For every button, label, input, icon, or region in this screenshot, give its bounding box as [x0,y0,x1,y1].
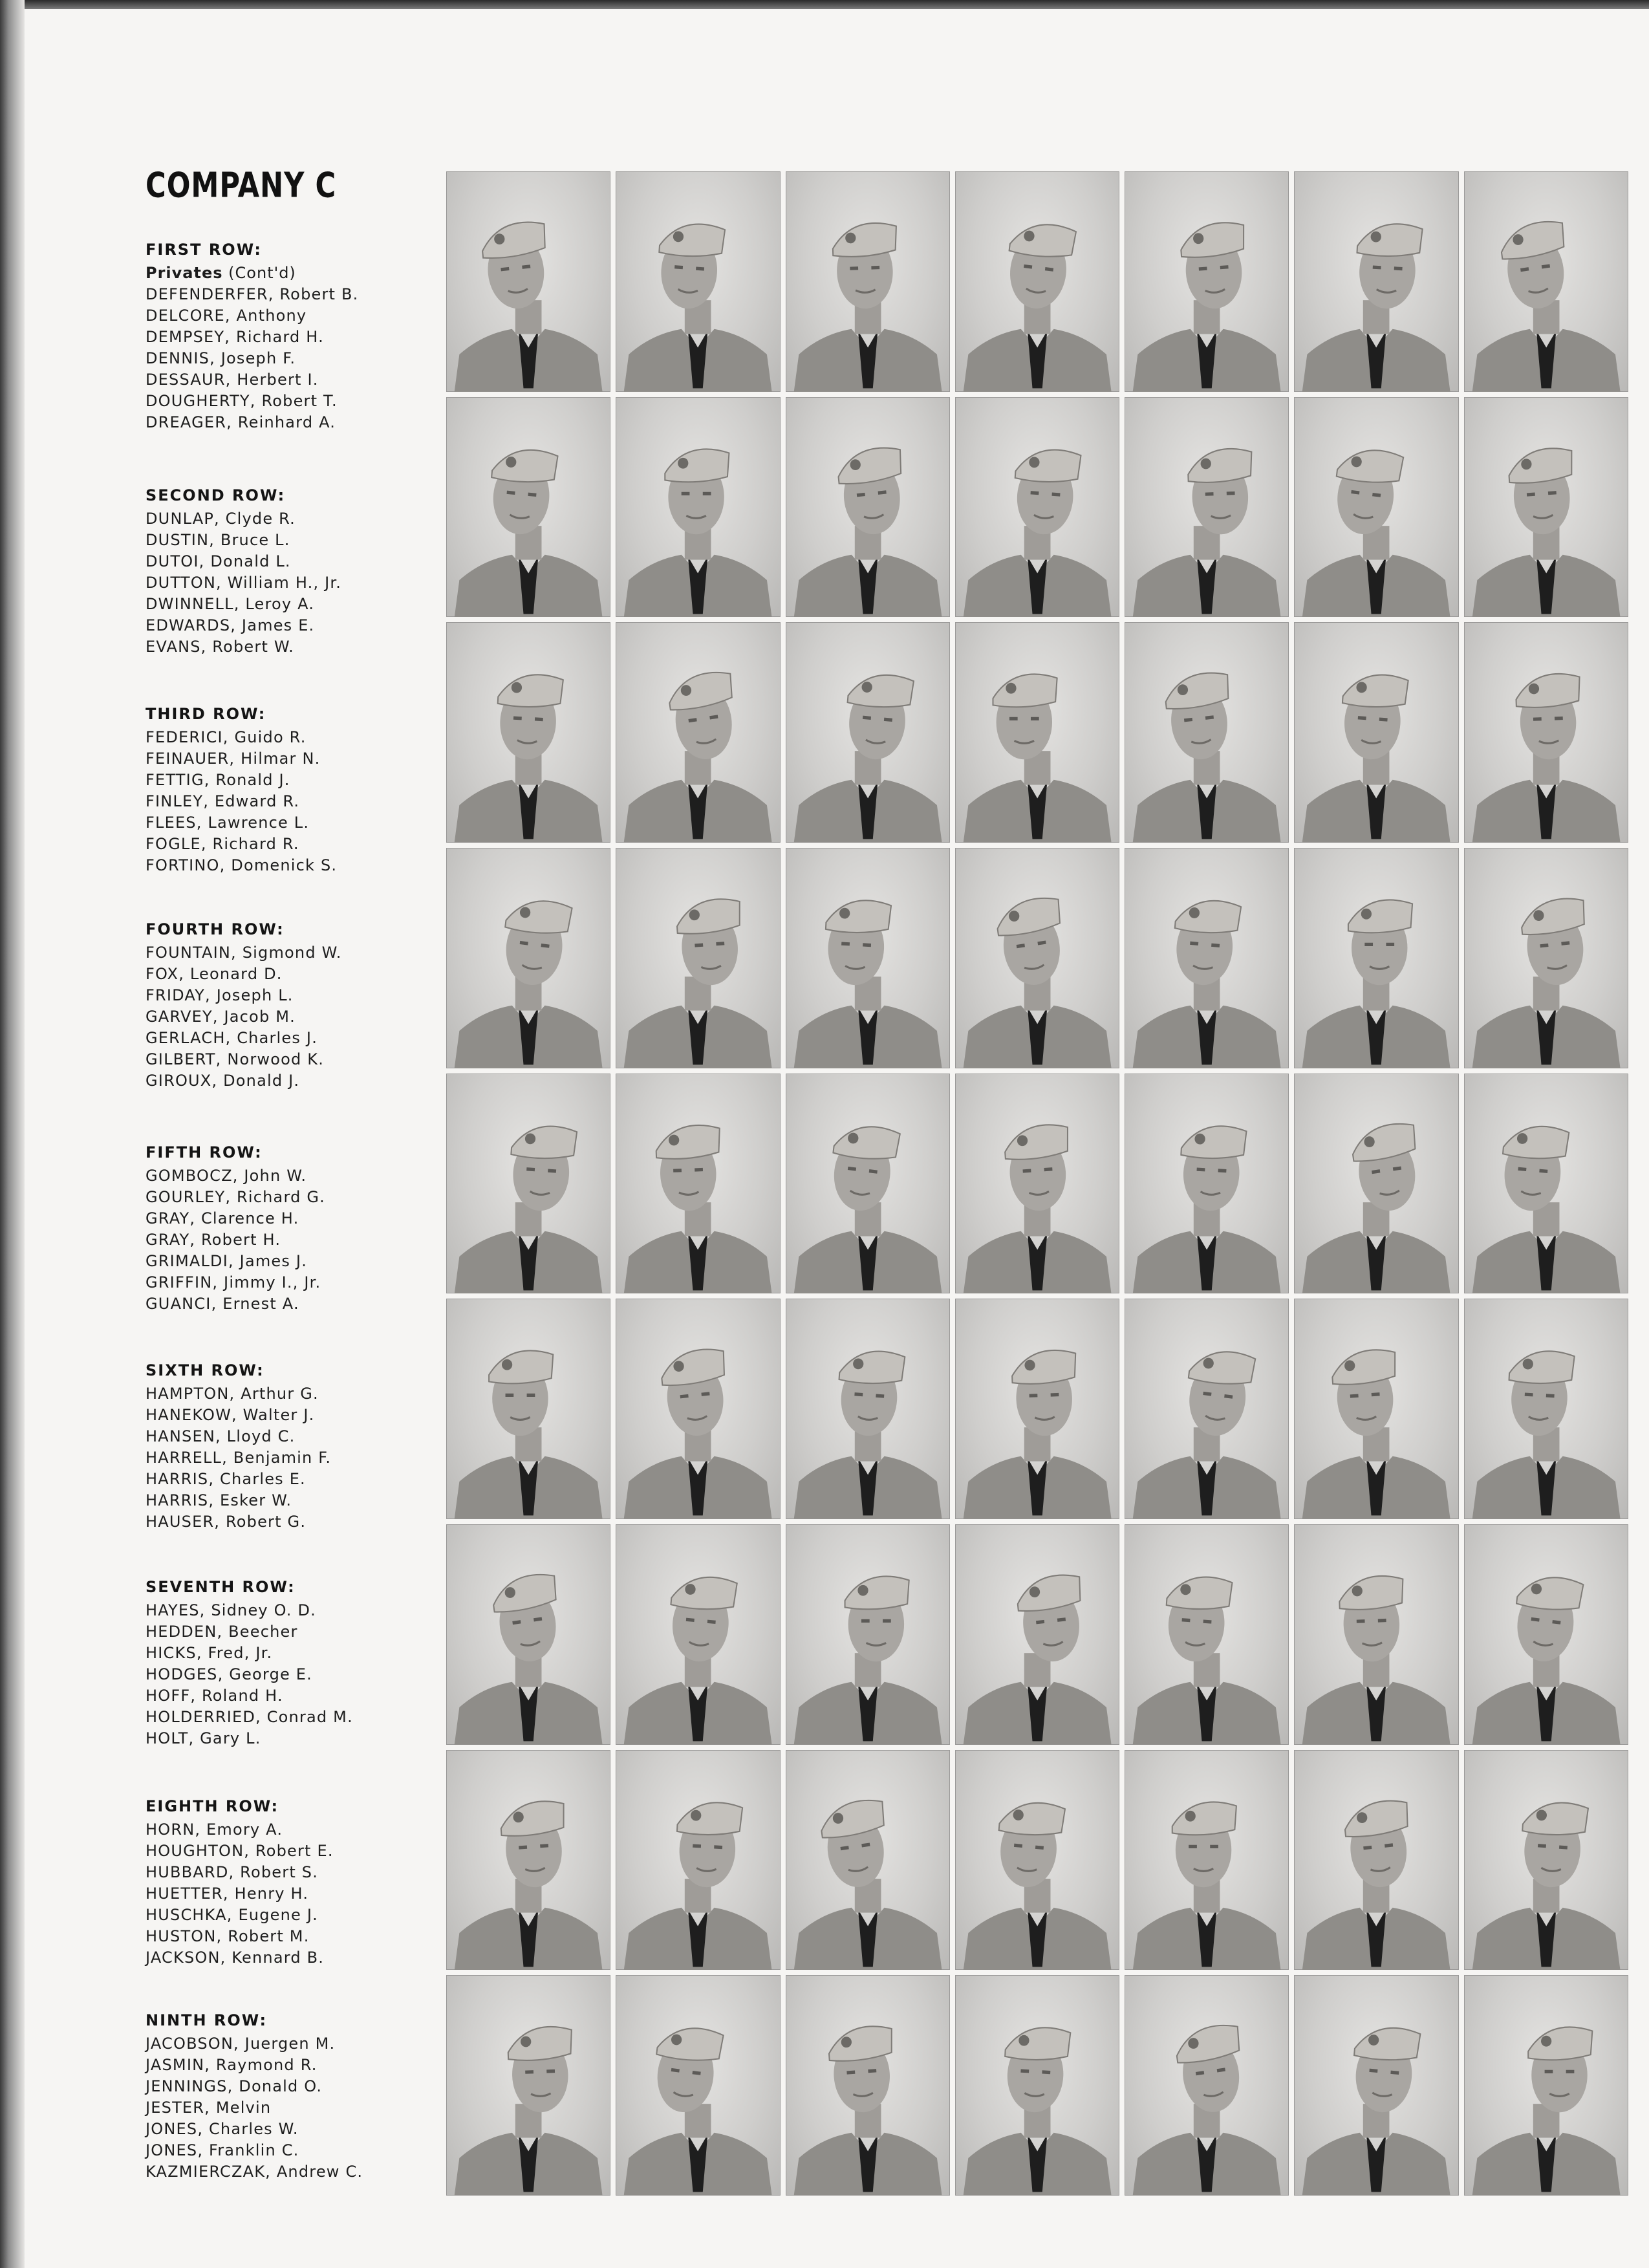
roster-name: HAMPTON, Arthur G. [146,1385,319,1403]
row-heading: SEVENTH ROW: [146,1578,296,1596]
soldier-portrait-icon [786,171,950,392]
portrait-photo [786,848,950,1068]
roster-name: EVANS, Robert W. [146,638,294,656]
roster-name: DELCORE, Anthony [146,307,307,325]
soldier-portrait-icon [1294,1299,1458,1519]
roster-name: JONES, Charles W. [146,2120,299,2138]
soldier-portrait-icon [1125,1750,1289,1971]
roster-name: HUETTER, Henry H. [146,1885,309,1903]
roster-name: DESSAUR, Herbert I. [146,371,319,389]
portrait-photo [1294,1074,1458,1294]
row-heading: FIRST ROW: [146,241,263,259]
soldier-portrait-icon [1464,1750,1628,1971]
portrait-photo [786,622,950,843]
soldier-portrait-icon [616,848,780,1068]
portrait-photo [1464,171,1628,392]
roster-name: JACKSON, Kennard B. [146,1949,325,1967]
roster-row-6 [146,1361,449,1533]
soldier-portrait-icon [446,1750,610,1971]
roster-name: FOUNTAIN, Sigmond W. [146,944,342,962]
soldier-portrait-icon [1464,1299,1628,1519]
roster-name: HEDDEN, Beecher [146,1623,298,1641]
soldier-portrait-icon [955,1299,1119,1519]
portrait-photo [1125,1750,1289,1971]
portrait-photo [616,171,780,392]
portrait-photo [955,848,1119,1068]
roster-name: GILBERT, Norwood K. [146,1050,325,1068]
roster-column [146,0,449,2268]
soldier-portrait-icon [1294,1074,1458,1294]
soldier-portrait-icon [1125,171,1289,392]
portrait-photo [446,1524,610,1745]
soldier-portrait-icon [786,1299,950,1519]
roster-name: FORTINO, Domenick S. [146,856,338,874]
roster-name: DEFENDERFER, Robert B. [146,285,359,303]
portrait-photo [1125,1975,1289,2196]
roster-name: EDWARDS, James E. [146,616,315,634]
soldier-portrait-icon [1464,848,1628,1068]
roster-name: FEINAUER, Hilmar N. [146,750,321,768]
portrait-photo [955,1750,1119,1971]
roster-name: JONES, Franklin C. [146,2141,299,2159]
soldier-portrait-icon [955,171,1119,392]
roster-name: FRIDAY, Joseph L. [146,986,294,1004]
portrait-photo [446,622,610,843]
portrait-photo [955,171,1119,392]
roster-name: GRAY, Robert H. [146,1231,281,1249]
portrait-grid [446,171,1628,2196]
roster-name: DUSTIN, Bruce L. [146,531,290,549]
soldier-portrait-icon [955,848,1119,1068]
portrait-photo [955,1074,1119,1294]
soldier-portrait-icon [616,1074,780,1294]
roster-name: FETTIG, Ronald J. [146,771,290,789]
roster-name: JENNINGS, Donald O. [146,2077,323,2095]
soldier-portrait-icon [786,1074,950,1294]
soldier-portrait-icon [616,171,780,392]
portrait-photo [616,1975,780,2196]
soldier-portrait-icon [446,1299,610,1519]
row-heading: NINTH ROW: [146,2011,268,2029]
portrait-photo [1125,848,1289,1068]
roster-name: GRAY, Clarence H. [146,1209,299,1227]
portrait-photo [1294,1975,1458,2196]
roster-name: HORN, Emory A. [146,1820,283,1839]
soldier-portrait-icon [955,622,1119,843]
portrait-photo [446,848,610,1068]
soldier-portrait-icon [786,1750,950,1971]
portrait-photo [446,1074,610,1294]
roster-name: HUSTON, Robert M. [146,1927,310,1945]
soldier-portrait-icon [446,171,610,392]
portrait-photo [1464,1299,1628,1519]
roster-name: HODGES, George E. [146,1665,312,1683]
row-heading: SECOND ROW: [146,486,286,504]
portrait-photo [616,397,780,618]
portrait-photo [955,1299,1119,1519]
portrait-photo [616,848,780,1068]
portrait-photo [786,1750,950,1971]
portrait-photo [1294,397,1458,618]
row-heading: FIFTH ROW: [146,1143,263,1161]
roster-name: HANEKOW, Walter J. [146,1406,315,1424]
roster-row-1 [146,241,449,433]
soldier-portrait-icon [1294,622,1458,843]
portrait-photo [616,1299,780,1519]
roster-name: GRIMALDI, James J. [146,1252,308,1270]
roster-name: DENNIS, Joseph F. [146,349,296,367]
roster-name: HOFF, Roland H. [146,1687,283,1705]
portrait-photo [1294,848,1458,1068]
soldier-portrait-icon [955,397,1119,618]
portrait-photo [955,1524,1119,1745]
portrait-photo [616,622,780,843]
soldier-portrait-icon [616,397,780,618]
roster-name: HOLDERRIED, Conrad M. [146,1708,353,1726]
row-heading: THIRD ROW: [146,705,266,723]
soldier-portrait-icon [446,1074,610,1294]
portrait-photo [1125,622,1289,843]
soldier-portrait-icon [1125,1524,1289,1745]
soldier-portrait-icon [1464,1975,1628,2196]
soldier-portrait-icon [616,1524,780,1745]
roster-name: HOUGHTON, Robert E. [146,1842,334,1860]
page-title: COMPANY C [146,165,337,206]
roster-name: HANSEN, Lloyd C. [146,1427,296,1445]
portrait-photo [786,1074,950,1294]
soldier-portrait-icon [1294,1750,1458,1971]
roster-name: HARRELL, Benjamin F. [146,1449,332,1467]
roster-row-5 [146,1143,449,1315]
portrait-photo [616,1074,780,1294]
soldier-portrait-icon [616,1975,780,2196]
soldier-portrait-icon [1294,171,1458,392]
soldier-portrait-icon [955,1074,1119,1294]
portrait-photo [1294,1750,1458,1971]
roster-name: FOGLE, Richard R. [146,835,299,853]
soldier-portrait-icon [786,397,950,618]
soldier-portrait-icon [1464,171,1628,392]
roster-name: FINLEY, Edward R. [146,792,300,810]
roster-name: GRIFFIN, Jimmy I., Jr. [146,1273,321,1291]
portrait-photo [446,1750,610,1971]
portrait-photo [1464,1975,1628,2196]
roster-name: JASMIN, Raymond R. [146,2056,318,2074]
roster-row-8 [146,1797,449,1969]
roster-name: DUNLAP, Clyde R. [146,510,296,528]
roster-name: HAYES, Sidney O. D. [146,1601,316,1619]
portrait-photo [955,622,1119,843]
portrait-photo [1464,1750,1628,1971]
soldier-portrait-icon [786,622,950,843]
soldier-portrait-icon [955,1975,1119,2196]
portrait-photo [1125,397,1289,618]
soldier-portrait-icon [446,1524,610,1745]
soldier-portrait-icon [1125,1975,1289,2196]
roster-name: JESTER, Melvin [146,2099,272,2117]
portrait-photo [1464,622,1628,843]
roster-name: DEMPSEY, Richard H. [146,328,324,346]
portrait-photo [616,1524,780,1745]
soldier-portrait-icon [1294,1524,1458,1745]
portrait-photo [1125,1299,1289,1519]
soldier-portrait-icon [786,848,950,1068]
roster-name: DREAGER, Reinhard A. [146,413,336,431]
portrait-photo [1294,622,1458,843]
row-heading: EIGHTH ROW: [146,1797,279,1815]
roster-name: FEDERICI, Guido R. [146,728,307,746]
roster-name: DUTTON, William H., Jr. [146,574,342,592]
portrait-photo [1294,1299,1458,1519]
portrait-photo [616,1750,780,1971]
roster-name: HARRIS, Esker W. [146,1491,292,1509]
scan-edge-left [0,0,25,2268]
roster-row-9 [146,2011,449,2183]
portrait-photo [1294,1524,1458,1745]
roster-name: GERLACH, Charles J. [146,1029,318,1047]
roster-name: FLEES, Lawrence L. [146,814,310,832]
soldier-portrait-icon [1464,1524,1628,1745]
soldier-portrait-icon [1464,397,1628,618]
soldier-portrait-icon [446,622,610,843]
portrait-photo [1464,397,1628,618]
portrait-photo [955,1975,1119,2196]
roster-name: GOURLEY, Richard G. [146,1188,325,1206]
soldier-portrait-icon [446,1975,610,2196]
soldier-portrait-icon [1464,1074,1628,1294]
soldier-portrait-icon [1125,622,1289,843]
portrait-photo [786,397,950,618]
roster-name: GOMBOCZ, John W. [146,1167,307,1185]
portrait-photo [786,1975,950,2196]
portrait-photo [786,171,950,392]
roster-name: HUSCHKA, Eugene J. [146,1906,318,1924]
soldier-portrait-icon [955,1524,1119,1745]
soldier-portrait-icon [1294,848,1458,1068]
soldier-portrait-icon [446,848,610,1068]
soldier-portrait-icon [1294,397,1458,618]
roster-name: FOX, Leonard D. [146,965,283,983]
rank-note: (Cont'd) [228,264,296,282]
soldier-portrait-icon [1125,397,1289,618]
portrait-photo [1464,848,1628,1068]
roster-name: GIROUX, Donald J. [146,1072,300,1090]
portrait-photo [786,1299,950,1519]
rank-label: Privates [146,264,223,282]
soldier-portrait-icon [1125,1299,1289,1519]
roster-name: HICKS, Fred, Jr. [146,1644,273,1662]
roster-name: DUTOI, Donald L. [146,552,291,570]
rank-line [146,263,449,284]
soldier-portrait-icon [786,1975,950,2196]
portrait-photo [1125,1074,1289,1294]
soldier-portrait-icon [1464,622,1628,843]
soldier-portrait-icon [1294,1975,1458,2196]
roster-name: DWINNELL, Leroy A. [146,595,315,613]
roster-name: JACOBSON, Juergen M. [146,2035,336,2053]
roster-name: HARRIS, Charles E. [146,1470,306,1488]
row-heading: SIXTH ROW: [146,1361,264,1379]
soldier-portrait-icon [616,622,780,843]
roster-name: GUANCI, Ernest A. [146,1295,299,1313]
portrait-photo [446,1975,610,2196]
roster-name: KAZMIERCZAK, Andrew C. [146,2163,363,2181]
portrait-photo [446,171,610,392]
portrait-photo [1294,171,1458,392]
portrait-photo [1464,1524,1628,1745]
roster-name: HOLT, Gary L. [146,1729,261,1747]
portrait-photo [786,1524,950,1745]
soldier-portrait-icon [446,397,610,618]
roster-row-4 [146,920,449,1092]
portrait-photo [955,397,1119,618]
roster-name: HUBBARD, Robert S. [146,1863,319,1881]
portrait-photo [1125,171,1289,392]
roster-row-3 [146,705,449,876]
soldier-portrait-icon [786,1524,950,1745]
roster-name: DOUGHERTY, Robert T. [146,392,338,410]
row-heading: FOURTH ROW: [146,920,285,938]
soldier-portrait-icon [616,1750,780,1971]
roster-row-7 [146,1578,449,1749]
roster-name: HAUSER, Robert G. [146,1513,307,1531]
soldier-portrait-icon [955,1750,1119,1971]
portrait-photo [1125,1524,1289,1745]
roster-name: GARVEY, Jacob M. [146,1008,296,1026]
portrait-photo [446,1299,610,1519]
soldier-portrait-icon [1125,1074,1289,1294]
portrait-photo [446,397,610,618]
roster-row-2 [146,486,449,658]
portrait-photo [1464,1074,1628,1294]
soldier-portrait-icon [616,1299,780,1519]
soldier-portrait-icon [1125,848,1289,1068]
